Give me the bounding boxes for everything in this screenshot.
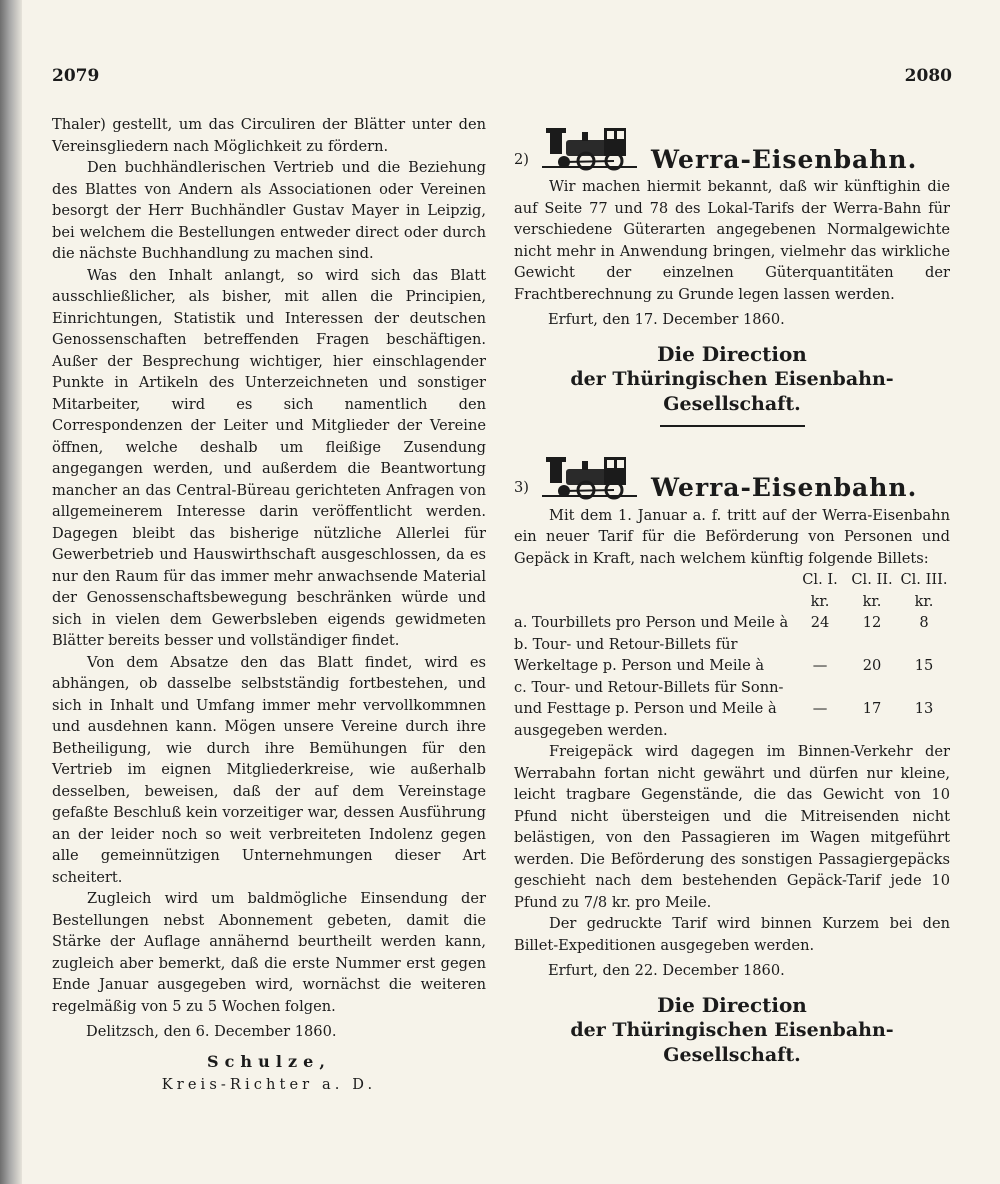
left-date: Delitzsch, den 6. December 1860. bbox=[86, 1023, 337, 1040]
direction-line-3: Gesellschaft. bbox=[663, 392, 801, 415]
fare-row bbox=[514, 612, 950, 634]
fare-table bbox=[514, 569, 950, 720]
fare-value: 15 bbox=[914, 657, 934, 674]
notice-number: 2) bbox=[514, 150, 529, 168]
class-header: Cl. III. bbox=[900, 571, 948, 588]
locomotive-icon bbox=[542, 118, 637, 176]
fare-value: 12 bbox=[862, 614, 882, 631]
fare-unit-header-row bbox=[514, 591, 950, 613]
direction-line-2: der Thüringischen Eisenbahn- bbox=[570, 1018, 894, 1041]
direction-line-2: der Thüringischen Eisenbahn- bbox=[570, 367, 894, 390]
paragraph-orders: Zugleich wird um baldmögliche Einsendung der Bestellungen nebst Abonnement gebeten, damit die Stärke der Auflage annähernd beurtheilt werden kann, zugleich aber bemerkt, daß die erste Nummer erst gegen Ende Januar ausgegeben wird, wornächst die weiteren regelmäßig von 5 zu 5 Wochen folgen. bbox=[52, 890, 486, 1015]
fare-label: b. Tour- und Retour-Billets für Werkeltage p. Person und Meile à bbox=[514, 635, 765, 674]
notice-number: 3) bbox=[514, 479, 529, 496]
fare-label: c. Tour- und Retour-Billets für Sonn- und Festtage p. Person und Meile à bbox=[514, 678, 784, 717]
notice-3-date: Erfurt, den 22. December 1860. bbox=[548, 962, 785, 979]
unit-header: kr. bbox=[810, 592, 830, 610]
binding-shadow bbox=[0, 0, 22, 1184]
page-number-right: 2080 bbox=[904, 66, 952, 86]
fare-value: 17 bbox=[862, 700, 882, 717]
fare-row bbox=[514, 677, 950, 720]
signature-title: Kreis-Richter a. D. bbox=[161, 1076, 377, 1093]
page-number-left: 2079 bbox=[52, 66, 100, 86]
notice-3-headline: Werra-Eisenbahn. bbox=[651, 473, 918, 502]
unit-header: kr. bbox=[862, 592, 882, 610]
left-column bbox=[52, 114, 486, 1096]
direction-line-1: Die Direction bbox=[657, 992, 807, 1017]
signature-name: Schulze, bbox=[206, 1051, 332, 1071]
direction-line-1: Die Direction bbox=[657, 341, 807, 366]
notice-3-intro: Mit dem 1. Januar a. f. tritt auf der Werra-Eisenbahn ein neuer Tarif für die Beförderung von Personen und Gepäck in Kraft, nach welchem künftig folgende Billets: bbox=[514, 506, 950, 567]
fare-value: 8 bbox=[919, 614, 929, 631]
section-divider bbox=[660, 425, 805, 427]
class-header: Cl. I. bbox=[802, 571, 838, 588]
locomotive-icon bbox=[542, 447, 637, 505]
notice-2-body: Wir machen hiermit bekannt, daß wir künftighin die auf Seite 77 und 78 des Lokal-Tarifs der Werra-Bahn für verschiedene Güterarten angegebenen Normalgewichte nicht mehr in Anwendung bringen, vielmehr das wirkliche Gewicht der einzelnen Güterquantitäten der Frachtberechnung zu Grunde legen lassen werden. bbox=[514, 178, 950, 303]
fare-value: — bbox=[812, 700, 828, 717]
notice-2-direction bbox=[514, 341, 950, 417]
fare-value: — bbox=[812, 657, 828, 674]
direction-line-3: Gesellschaft. bbox=[663, 1043, 801, 1066]
paragraph-distribution: Den buchhändlerischen Vertrieb und die Beziehung des Blattes von Andern als Associationen oder Vereinen besorgt der Herr Buchhändler Gustav Mayer in Leipzig, bei welchem die Bestellungen entweder direct oder durch die nächste Buchhandlung zu machen sind. bbox=[52, 159, 486, 262]
class-header: Cl. II. bbox=[851, 571, 893, 588]
notice-3-luggage: Freigepäck wird dagegen im Binnen-Verkehr der Werrabahn fortan nicht gewährt und dürfen nur kleine, leicht tragbare Gegenstände, die das Gewicht von 10 Pfund nicht übersteigen und die Mitreisenden nicht belästigen, von den Passagieren im Wagen mitgeführt werden. Die Beförderung des sonstigen Passagiergepäcks geschieht nach dem bestehenden Gepäck-Tarif jede 10 Pfund zu 7/8 kr. pro Meile. bbox=[514, 743, 950, 911]
notice-3-direction bbox=[514, 992, 950, 1068]
fare-value: 13 bbox=[914, 700, 934, 717]
right-column bbox=[514, 112, 950, 1068]
paragraph-sales: Von dem Absatze den das Blatt findet, wird es abhängen, ob dasselbe selbstständig fortbestehen, und sich in Inhalt und Umfang immer mehr vervollkommnen und ausdehnen kann. Mögen unsere Vereine durch ihre Betheiligung, wie durch ihre Bemühungen für den Vertrieb im eignen Mitgliederkreise, wie außerhalb desselben, beweisen, daß der auf dem Vereinstage gefaßte Beschluß kein vorzeitiger war, dessen Ausführung an der leider noch so weit verbreiteten Indolenz gegen alle gemeinnützigen Unternehmungen dieser Art scheitert. bbox=[52, 653, 486, 886]
fare-value: 20 bbox=[862, 657, 882, 674]
paragraph-content: Was den Inhalt anlangt, so wird sich das Blatt ausschließlicher, als bisher, mit allen die Principien, Einrichtungen, Statistik und Interessen der deutschen Genossenschaften betreffenden Fragen beschäftigen. Außer der Besprechung wichtiger, hier einschlagender Punkte in Artikeln des Unterzeichneten und sonstiger Mitarbeiter, wird es sich namentlich den Correspondenzen der Leiter und Mitglieder der Vereine öffnen, welche deshalb um fleißige Zusendung angegangen werden, und außerdem die Beantwortung mancher an das Central-Büreau gerichteten Anfragen von allgemeinerem Interesse darin veröffentlicht werden. Dagegen bleibt das bisherige nützliche Allerlei für Gewerbetrieb und Hauswirthschaft ausgeschlossen, da es nur den Raum für das immer mehr anwachsende Material der Genossenschaftsbewegung beschränken würde und sich in vielen dem Gewerbsleben eigends gewidmeten Blätter bereits besser und vollständiger findet. bbox=[52, 266, 486, 649]
fare-row bbox=[514, 634, 950, 677]
fare-value: 24 bbox=[810, 614, 830, 631]
notice-3-tariff: Der gedruckte Tarif wird binnen Kurzem bei den Billet-Expeditionen ausgegeben werden. bbox=[514, 915, 950, 954]
unit-header: kr. bbox=[914, 592, 934, 610]
notice-3-header bbox=[514, 441, 950, 505]
paragraph-continuation: Thaler) gestellt, um das Circuliren der Blätter unter den Vereinsgliedern nach Möglichkeit zu fördern. bbox=[52, 116, 486, 155]
notice-3-after-table: ausgegeben werden. bbox=[514, 721, 668, 739]
notice-2-date: Erfurt, den 17. December 1860. bbox=[548, 311, 785, 328]
fare-class-header-row bbox=[514, 569, 950, 591]
notice-2-headline: Werra-Eisenbahn. bbox=[651, 144, 918, 174]
fare-label: a. Tourbillets pro Person und Meile à bbox=[514, 614, 789, 631]
notice-2-header bbox=[514, 112, 950, 176]
